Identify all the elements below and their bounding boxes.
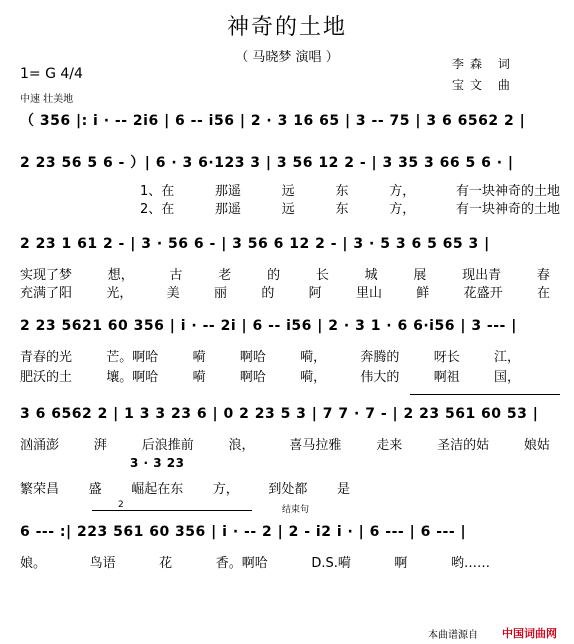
lyric-word: 呀长 (433, 350, 460, 365)
lyric-word: 壤。啊哈 (106, 370, 159, 385)
lyric-row-6 (20, 552, 490, 571)
lyric-word: 啊哈 (239, 350, 266, 365)
lyric-word: 到处都 (268, 482, 308, 497)
lyric-word: 嗬， (300, 350, 327, 365)
lyric-word: 光， (106, 286, 133, 301)
lyric-word: 丽 (213, 286, 227, 301)
lyric-word: 汹涌澎 (20, 438, 60, 453)
lyric-word: 花 (159, 556, 173, 571)
lyric-word: 娘姑 (523, 438, 550, 453)
lyric-word: 奔腾的 (360, 350, 400, 365)
lyric-word: 实现了梦 (20, 268, 73, 283)
lyric-word: 啊祖 (433, 370, 460, 385)
lyric-word: 老 (218, 268, 232, 283)
volta-bracket-1 (410, 394, 560, 395)
lyric-word: 1、在 (140, 184, 175, 199)
lyric-word: 嗬， (300, 370, 327, 385)
lyric-word: 长 (315, 268, 329, 283)
lyric-word: 繁荣昌 (20, 482, 60, 497)
score-title: 神奇的土地 (226, 15, 347, 40)
lyric-word: 伟大的 (360, 370, 400, 385)
lyric-word: 喜马拉雅 (289, 438, 342, 453)
source-note: 本曲谱源自 (428, 630, 478, 641)
lyric-word: 湃 (93, 438, 107, 453)
lyric-word: D.S.嗬 (311, 556, 351, 571)
notation-row-1: （ 356 |: i · -- 2i6 | 6 -- i56 | 2 · 3 16 65 | 3 -- 75 | 3 6 6562 2 | (20, 113, 526, 129)
lyric-word: 崛起在东 (131, 482, 184, 497)
notation-row-2: 2 23 56 5 6 - ）| 6 · 3 6·123 3 | 3 56 12 2 - | 3 35 3 66 5 6 · | (20, 155, 514, 171)
lyric-word: 的 (267, 268, 281, 283)
lyric-word: 里山 (355, 286, 382, 301)
key-signature: 1= G 4/4 (20, 66, 83, 82)
lyric-word: 美 (166, 286, 180, 301)
lyric-word: 走来 (376, 438, 403, 453)
lyric-word: 那遥 (215, 184, 242, 199)
lyric-row-2-verse-1 (140, 180, 560, 199)
lyric-word: 展 (413, 268, 427, 283)
lyric-word: 城 (364, 268, 378, 283)
lyric-word: 远 (281, 202, 295, 217)
lyric-row-5-verse-2 (20, 478, 350, 497)
lyric-word: 盛 (88, 482, 102, 497)
lyric-word: 浪， (228, 438, 255, 453)
lyric-word: 有一块神奇的土地 (455, 202, 560, 217)
site-name: 中国词曲网 (502, 627, 557, 640)
performer-line: （ 马晓梦 演唱 ） (235, 50, 339, 65)
variant-notes: 3 · 3 23 (130, 456, 185, 470)
notation-row-4: 2 23 5621 60 356 | i · -- 2i | 6 -- i56 | 2 · 3 1 · 6 6·i56 | 3 --- | (20, 318, 517, 334)
lyric-word: 方， (389, 202, 416, 217)
lyric-word: 后浪推前 (141, 438, 194, 453)
lyric-word: 方， (389, 184, 416, 199)
lyric-word: 现出青 (462, 268, 502, 283)
lyric-word: 香。啊哈 (215, 556, 268, 571)
lyric-word: 在 (536, 286, 550, 301)
lyric-row-5-verse-1 (20, 434, 550, 453)
lyric-word: 东 (335, 202, 349, 217)
notation-row-6: 6 --- :| 223 561 60 356 | i · -- 2 | 2 - i2 i · | 6 --- | 6 --- | (20, 524, 467, 540)
lyric-row-3-verse-1 (20, 264, 550, 283)
lyric-word: 2、在 (140, 202, 175, 217)
lyric-word: 哟…… (450, 556, 490, 571)
lyric-word: 江， (493, 350, 520, 365)
notation-row-3: 2 23 1 61 2 - | 3 · 56 6 - | 3 56 6 12 2 - | 3 · 5 3 6 5 65 3 | (20, 236, 490, 252)
lyric-word: 啊 (394, 556, 408, 571)
lyric-word: 充满了阳 (20, 286, 73, 301)
lyric-word: 是 (336, 482, 350, 497)
lyric-word: 有一块神奇的土地 (455, 184, 560, 199)
lyric-word: 圣洁的姑 (437, 438, 490, 453)
lyric-row-3-verse-2 (20, 282, 550, 301)
lyric-word: 远 (281, 184, 295, 199)
lyric-word: 鸟语 (89, 556, 116, 571)
notation-row-5: 3 6 6562 2 | 1 3 3 23 6 | 0 2 23 5 3 | 7 7 · 7 - | 2 23 561 60 53 | (20, 406, 539, 422)
lyric-word: 鲜 (416, 286, 430, 301)
lyric-word: 青春的光 (20, 350, 73, 365)
lyric-word: 想， (107, 268, 134, 283)
tempo-marking: 中速 壮美地 (20, 94, 74, 105)
lyric-word: 东 (335, 184, 349, 199)
lyric-word: 啊哈 (239, 370, 266, 385)
lyric-word: 春 (536, 268, 550, 283)
lyric-word: 花盛开 (463, 286, 503, 301)
volta-number: 2 (118, 500, 124, 510)
lyric-row-2-verse-2 (140, 198, 560, 217)
lyric-word: 娘。 (20, 556, 47, 571)
lyric-row-4-verse-1 (20, 346, 520, 365)
lyric-word: 嗬 (192, 370, 206, 385)
lyric-word: 国， (493, 370, 520, 385)
lyric-row-4-verse-2 (20, 366, 520, 385)
lyric-word: 肥沃的土 (20, 370, 73, 385)
lyricist-credit: 李森 词 (452, 57, 516, 71)
lyric-word: 阿 (308, 286, 322, 301)
lyric-word: 那遥 (215, 202, 242, 217)
volta-bracket-2 (92, 510, 252, 511)
lyric-word: 古 (169, 268, 183, 283)
lyric-word: 方， (212, 482, 239, 497)
composer-credit: 宝文 曲 (452, 78, 516, 92)
ending-label: 结束句 (282, 505, 310, 515)
lyric-word: 的 (261, 286, 275, 301)
lyric-word: 芒。啊哈 (106, 350, 159, 365)
lyric-word: 嗬 (192, 350, 206, 365)
